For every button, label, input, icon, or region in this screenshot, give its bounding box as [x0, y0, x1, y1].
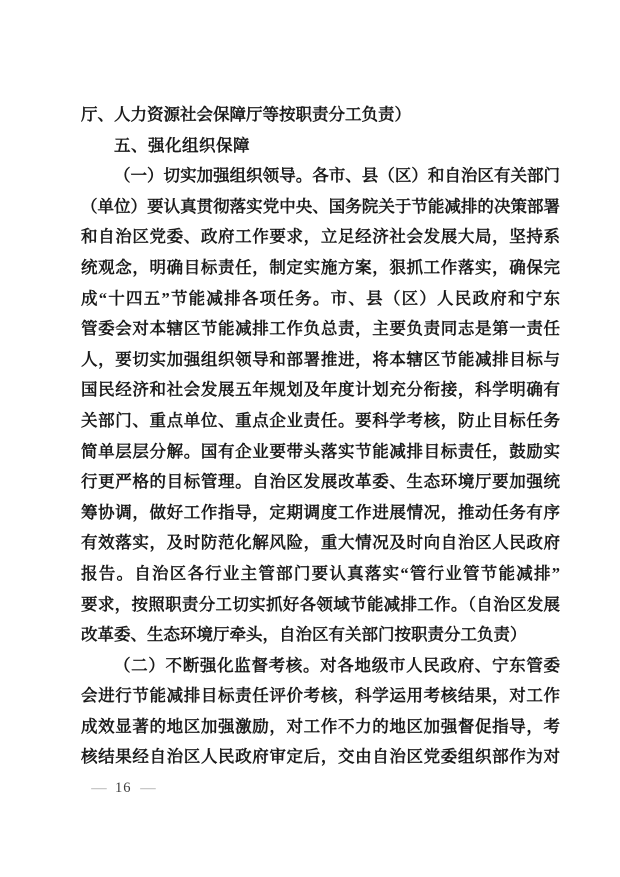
text-line: 国民经济和社会发展五年规划及年度计划充分衔接，科学明确有 [81, 380, 560, 400]
text-line: 行更严格的目标管理。自治区发展改革委、生态环境厅要加强统 [81, 472, 560, 492]
footer-dash-right: — [139, 780, 156, 796]
text-line: 成效显著的地区加强激励，对工作不力的地区加强督促指导，考 [81, 716, 560, 736]
text-line: 和自治区党委、政府工作要求，立足经济社会发展大局，坚持系 [81, 227, 560, 247]
paragraph-last-line: 改革委、生态环境厅牵头，自治区有关部门按职责分工负责） [81, 625, 527, 645]
text-line: 要求，按照职责分工切实抓好各领域节能减排工作。（自治区发展 [81, 594, 560, 614]
page-number: 16 [115, 780, 132, 796]
text-line: 有效落实，及时防范化解风险，重大情况及时向自治区人民政府 [81, 533, 560, 553]
footer-dash-left: — [91, 780, 107, 796]
paragraph-lead: （一）切实加强组织领导。 [114, 166, 313, 186]
text-line: （单位）要认真贯彻落实党中央、国务院关于节能减排的决策部署 [81, 196, 560, 216]
text-line: 管委会对本辖区节能减排工作负总责，主要负责同志是第一责任 [81, 319, 560, 339]
text-line: 厅、人力资源社会保障厅等按职责分工负责） [81, 105, 411, 124]
page-footer [92, 780, 155, 797]
paragraph-text: 各市、县（区）和自治区有关部门 [312, 166, 560, 186]
text-line: 关部门、重点单位、重点企业责任。要科学考核，防止目标任务 [81, 410, 560, 430]
paragraph-lead: （二）不断强化监督考核。 [114, 655, 321, 675]
paragraph-first-line [81, 651, 560, 682]
text-line: 会进行节能减排目标责任评价考核，科学运用考核结果，对工作 [81, 686, 560, 706]
text-line: 筹协调，做好工作指导，定期调度工作进展情况，推动任务有序 [81, 502, 560, 522]
text-line: 核结果经自治区人民政府审定后，交由自治区党委组织部作为对 [81, 747, 560, 767]
section-heading: 五、强化组织保障 [114, 136, 250, 155]
text-line: 成“十四五”节能减排各项任务。市、县（区）人民政府和宁东 [81, 288, 560, 308]
paragraph-text: 对各地级市人民政府、宁东管委 [320, 655, 560, 675]
text-line: 统观念，明确目标责任，制定实施方案，狠抓工作落实，确保完 [81, 257, 560, 277]
text-line: 报告。自治区各行业主管部门要认真落实“管行业管节能减排” [81, 563, 560, 583]
text-line: 简单层层分解。国有企业要带头落实节能减排目标责任，鼓励实 [81, 441, 560, 461]
text-line: 人，要切实加强组织领导和部署推进，将本辖区节能减排目标与 [81, 349, 560, 369]
paragraph-first-line [81, 161, 560, 192]
document-text-block [81, 100, 560, 773]
